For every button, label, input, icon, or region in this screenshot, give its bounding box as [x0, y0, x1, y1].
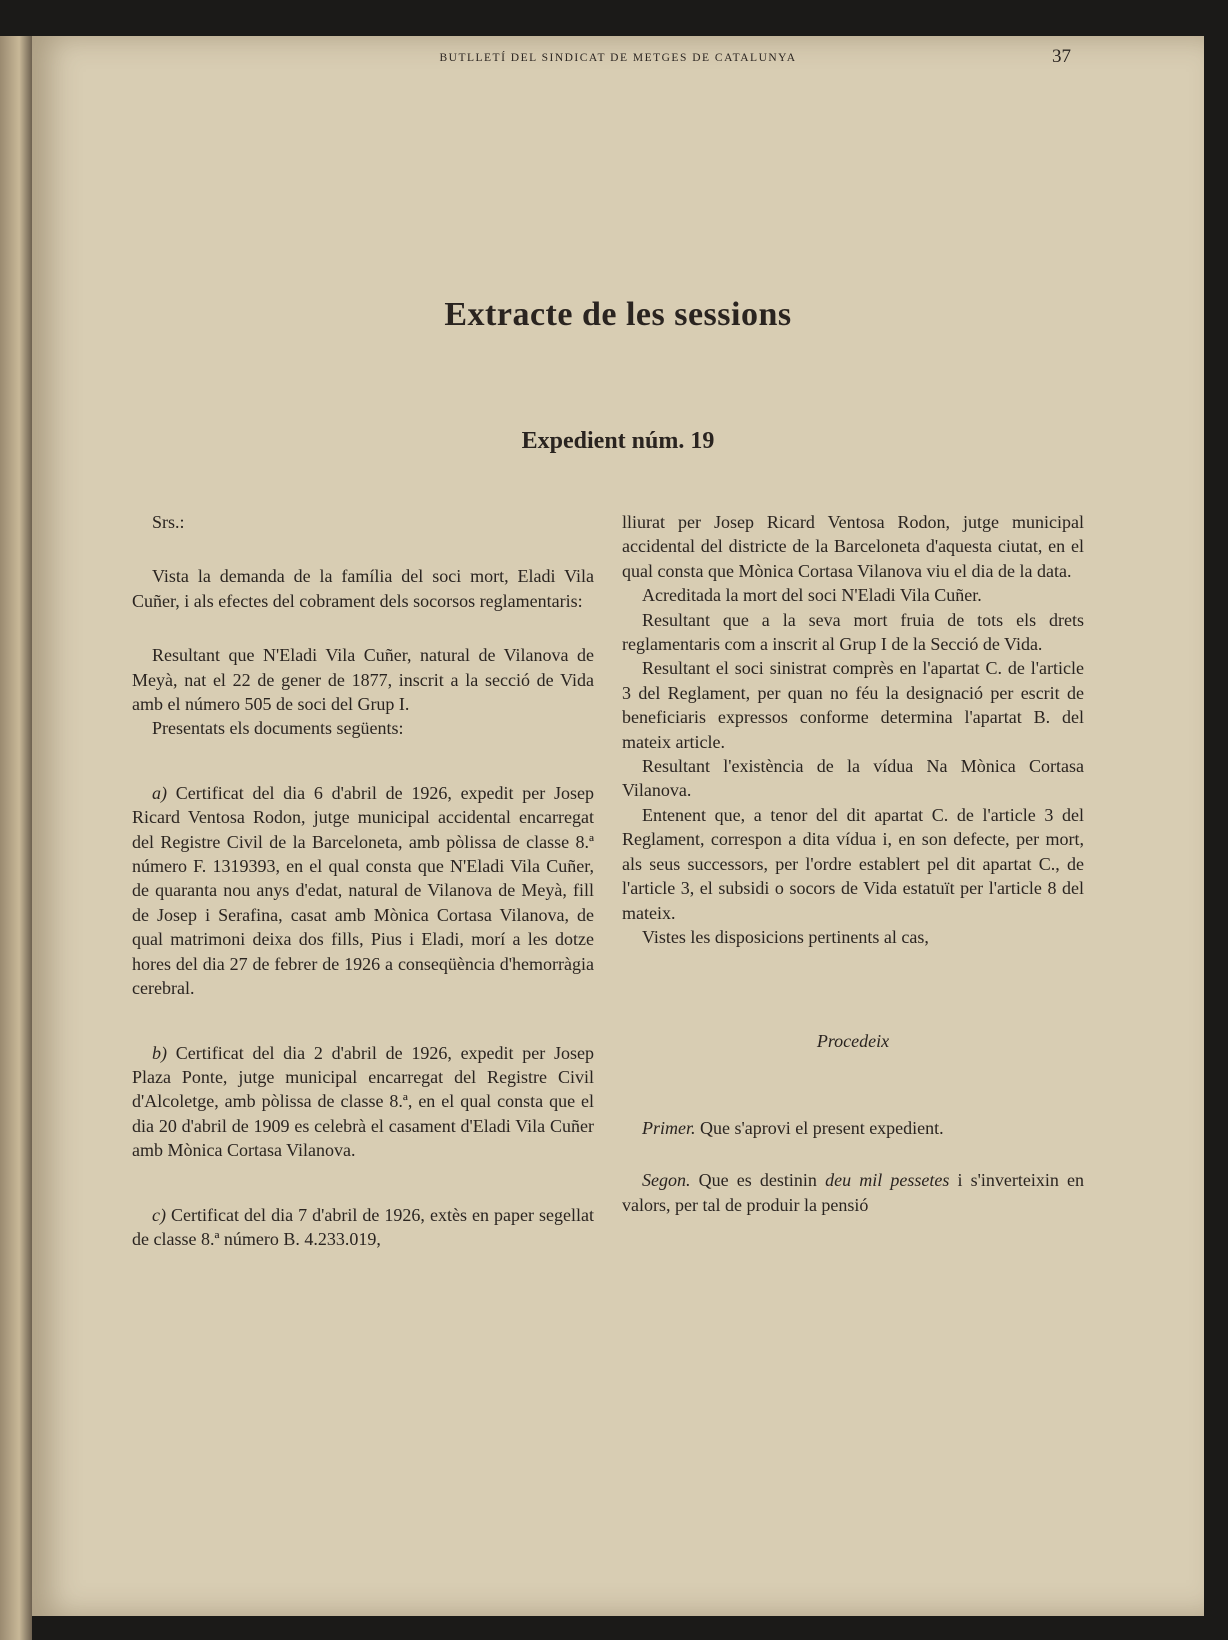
resolution-segon	[622, 1168, 1084, 1217]
running-header: BUTLLETÍ DEL SINDICAT DE METGES DE CATALUNYA	[439, 52, 797, 64]
item-b	[132, 1041, 594, 1163]
segon-text-2: i s'inverteixin en valors, per tal de produir la pensió	[622, 1170, 1085, 1215]
item-a-label: a)	[152, 782, 167, 803]
right-column	[622, 510, 1084, 1217]
facing-page-edge	[0, 36, 32, 1640]
section-subtitle: Expedient núm. 19	[521, 428, 715, 454]
primer-text: Que s'aprovi el present expedient.	[700, 1117, 944, 1138]
page-number: 37	[1052, 46, 1071, 67]
salutation: Srs.:	[152, 512, 185, 532]
paragraph-entenent: Entenent que, a tenor del dit apartat C. de l'article 3 del Reglament, correspon a dita vídua i, en son defecte, per mort, als seus successors, per l'ordre establert pel dit apartat C., de l'article 3, el subsidi o socors de Vida estatuït per l'article 8 del mateix.	[622, 804, 1084, 923]
segon-label: Segon.	[642, 1170, 691, 1191]
procedeix-heading: Procedeix	[816, 1031, 890, 1052]
paragraph-continued: lliurat per Josep Ricard Ventosa Rodon, jutge municipal accidental del districte de la Barceloneta d'aquesta ciutat, en el qual consta que Mònica Cortasa Vilanova viu el dia de la data.	[622, 512, 1084, 581]
paragraph-accreditation: Acreditada la mort del soci N'Eladi Vila Cuñer.	[642, 585, 982, 606]
item-b-label: b)	[152, 1042, 167, 1063]
paragraph-documents: Presentats els documents següents:	[152, 718, 404, 739]
paragraph-resultant-2: Resultant que a la seva mort fruia de tots els drets reglamentaris com a inscrit al Grup I de la Secció de Vida.	[622, 609, 1084, 655]
segon-text-1: Que es destinin	[698, 1170, 817, 1191]
item-c	[132, 1203, 594, 1252]
paragraph-vistes: Vistes les disposicions pertinents al cas,	[642, 926, 929, 947]
paragraph-resultant-4: Resultant l'existència de la vídua Na Mònica Cortasa Vilanova.	[622, 756, 1084, 801]
item-a	[132, 781, 594, 1001]
primer-label: Primer.	[642, 1117, 696, 1138]
item-a-text: Certificat del dia 6 d'abril de 1926, expedit per Josep Ricard Ventosa Rodon, jutge municipal accidental encarregat del Registre Civil de la Barceloneta, amb pòlissa de classe 8.ª número F. 1319393, en el qual consta que N'Eladi Vila Cuñer, de quaranta nou anys d'edat, natural de Vilanova de Meyà, fill de Josep i Serafina, casat amb Mònica Cortasa Vilanova, de qual matrimoni deixa dos fills, Pius i Eladi, morí a les dotze hores del dia 27 de febrer de 1926 a conseqüència d'hemorràgia cerebral.	[132, 782, 595, 999]
paragraph-resultant-3: Resultant el soci sinistrat comprès en l'apartat C. de l'article 3 del Reglament, per quan no féu la designació per escrit de beneficiaris expressos conforme determina l'apartat B. del mateix article.	[622, 658, 1084, 752]
item-c-text: Certificat del dia 7 d'abril de 1926, extès en paper segellat de classe 8.ª número B. 4.233.019,	[132, 1204, 595, 1249]
paragraph-demand: Vista la demanda de la família del soci mort, Eladi Vila Cuñer, i als efectes del cobrament dels socorsos reglamentaris:	[132, 566, 594, 611]
left-column	[132, 510, 594, 1251]
segon-emphasis: deu mil pessetes	[825, 1170, 950, 1191]
item-b-text: Certificat del dia 2 d'abril de 1926, expedit per Josep Plaza Ponte, jutge municipal encarregat del Registre Civil d'Alcoletge, amb pòlissa de classe 8.ª, en el qual consta que el dia 20 d'abril de 1909 es celebrà el casament d'Eladi Vila Cuñer amb Mònica Cortasa Vilanova.	[132, 1042, 595, 1161]
document-page	[32, 36, 1204, 1616]
resolution-primer	[622, 1116, 1084, 1140]
item-c-label: c)	[152, 1204, 166, 1225]
page-title: Extracte de les sessions	[444, 296, 792, 333]
paragraph-resultant-1: Resultant que N'Eladi Vila Cuñer, natural de Vilanova de Meyà, nat el 22 de gener de 1877, inscrit a la secció de Vida amb el número 505 de soci del Grup I.	[132, 645, 594, 715]
